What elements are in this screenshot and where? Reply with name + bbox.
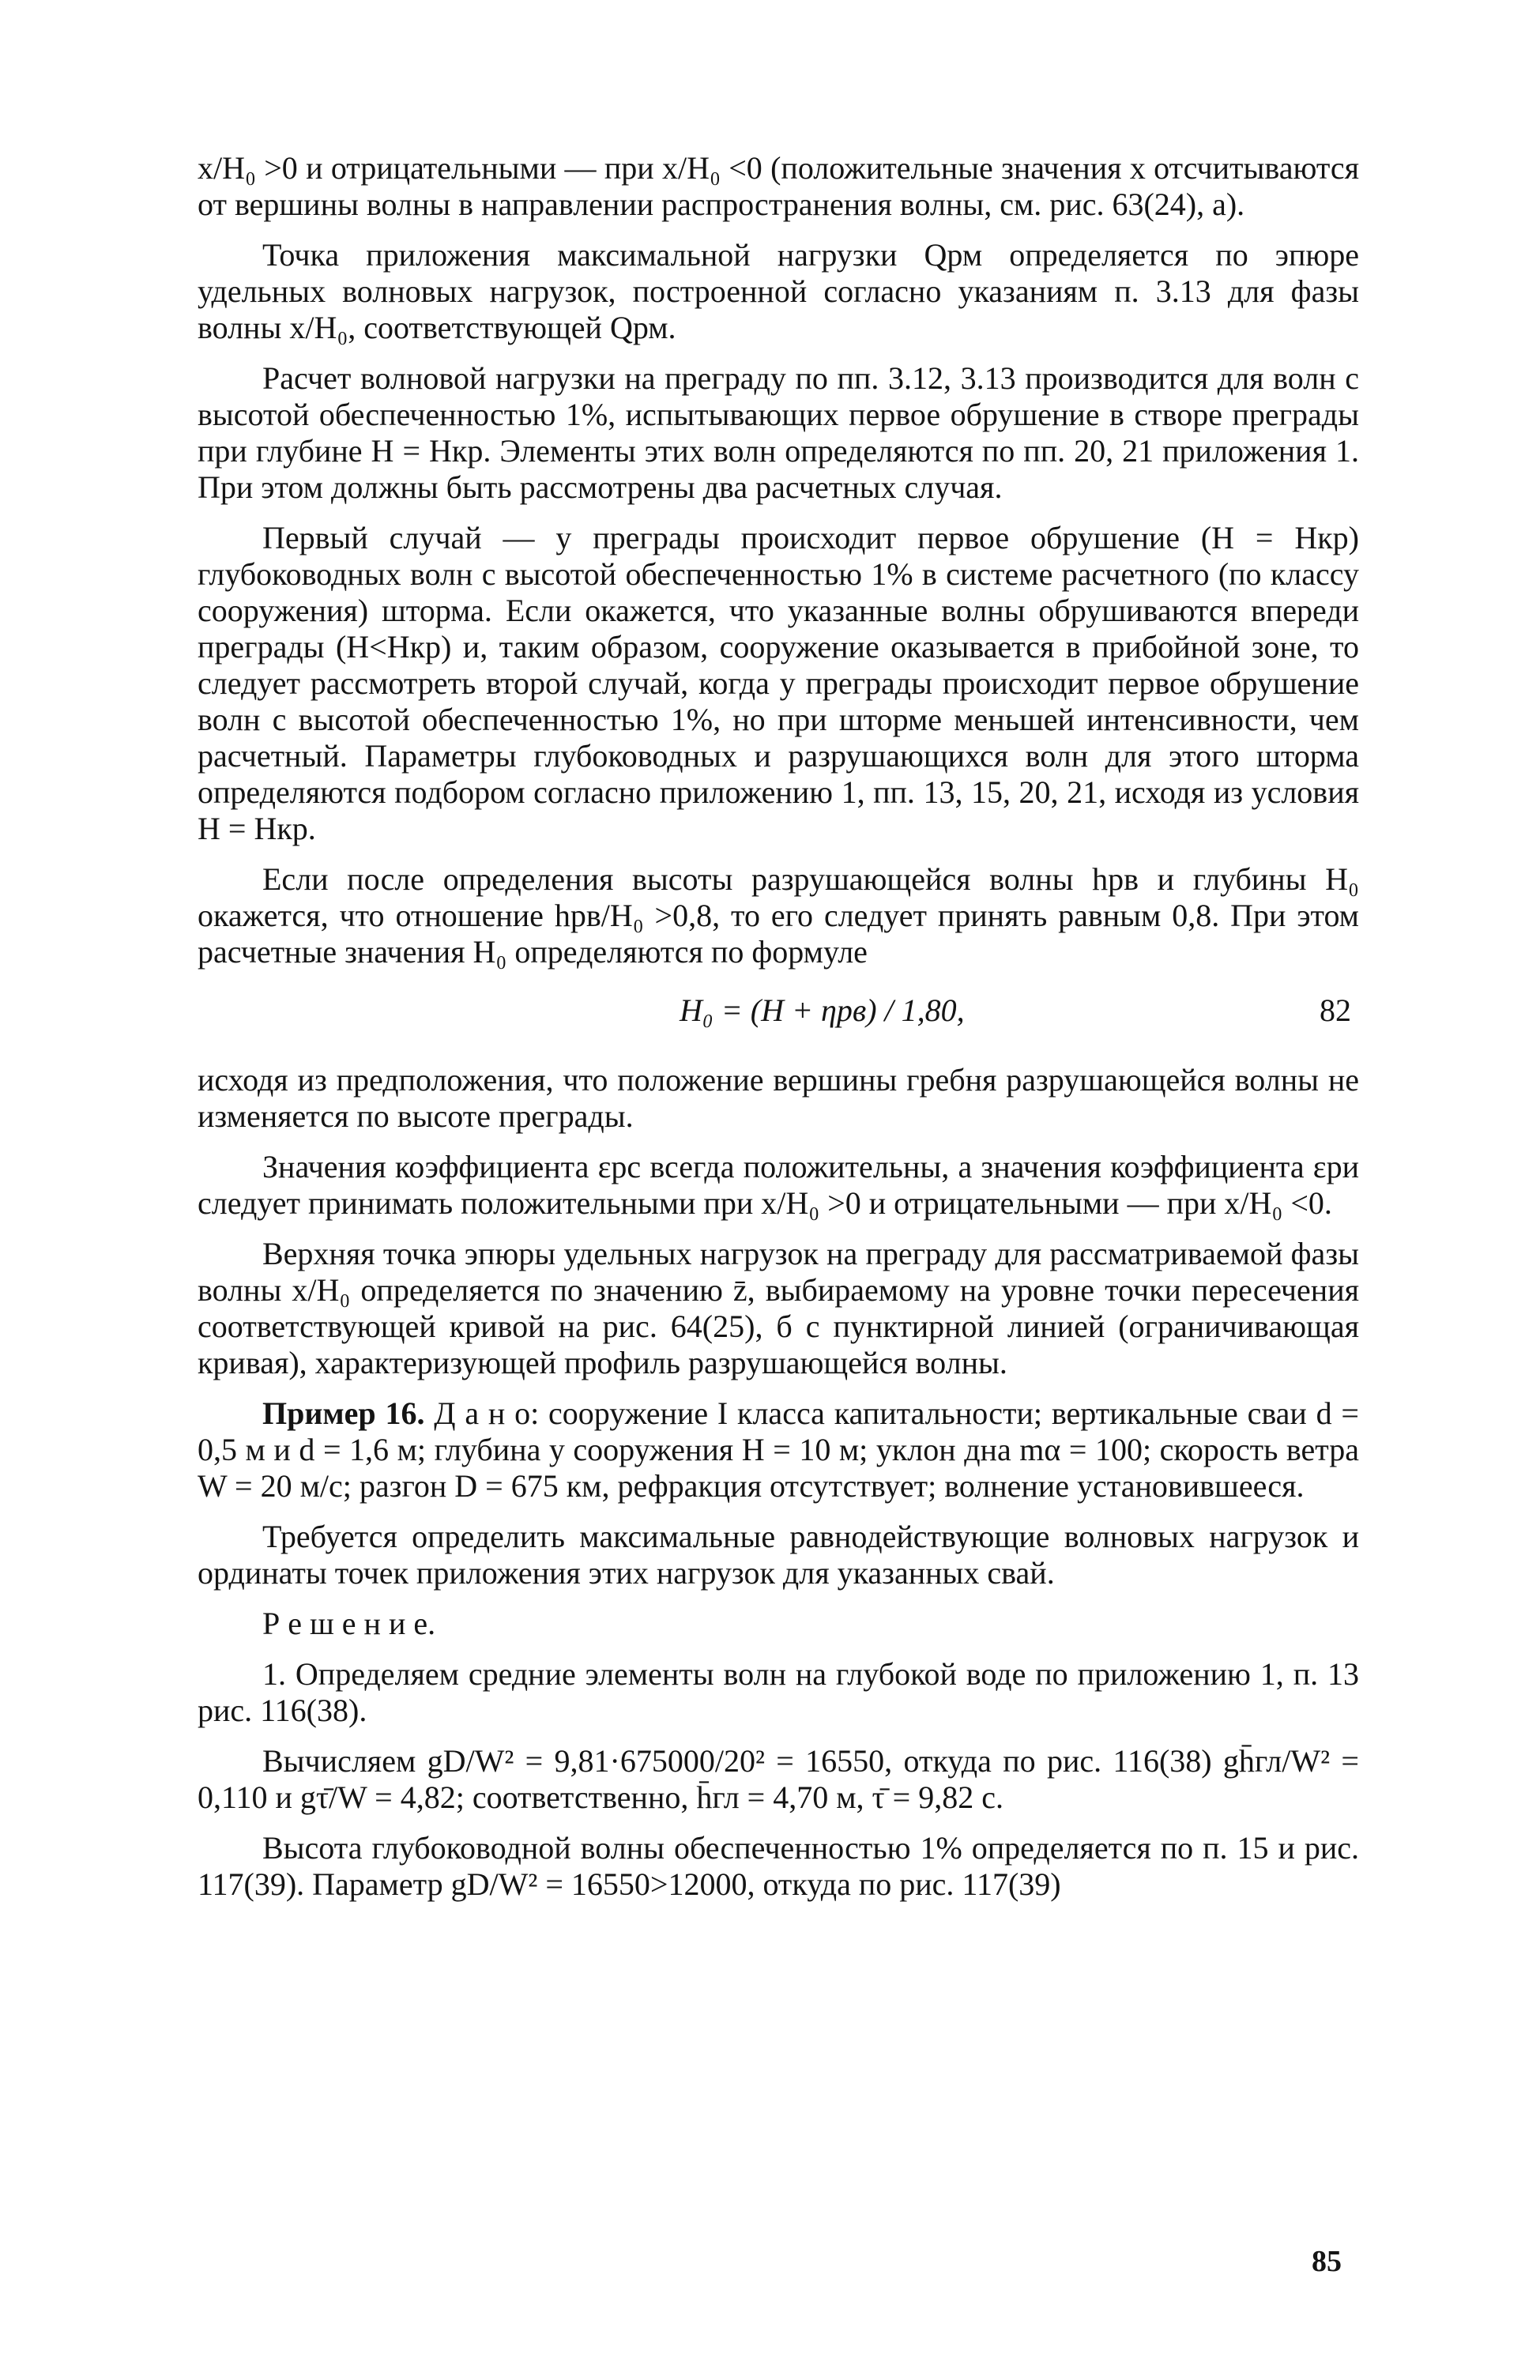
example-text: Д а н о: сооружение I класса капитальности; вертикальные сваи d = 0,5 м и d = 1,6 м; глубина у сооружения H = 10 м; уклон дна mα = 100; скорость ветра W = 20 м/с; разгон D = 675 км, рефракция отсутствует; волнение установившееся. <box>198 1395 1359 1504</box>
paragraph: Точка приложения максимальной нагрузки Qрм определяется по эпюре удельных волновых нагрузок, построенной согласно указаниям п. 3.13 для фазы волны x/H₀, соответствующей Qрм. <box>198 237 1359 345</box>
paragraph: Требуется определить максимальные равнодействующие волновых нагрузок и ординаты точек приложения этих нагрузок для указанных свай. <box>198 1519 1359 1591</box>
paragraph: Расчет волновой нагрузки на преграду по пп. 3.12, 3.13 производится для волн с высотой обеспеченностью 1%, испытывающих первое обрушение в створе преграды при глубине H = Hкр. Элементы этих волн определяются по пп. 20, 21 приложения 1. При этом должны быть рассмотрены два расчетных случая. <box>198 360 1359 505</box>
paragraph: Значения коэффициента εрс всегда положительны, а значения коэффициента εри следует принимать положительными при x/H₀ >0 и отрицательными — при x/H₀ <0. <box>198 1149 1359 1221</box>
paragraph: Первый случай — у преграды происходит первое обрушение (H = Hкр) глубоководных волн с высотой обеспеченностью 1% в системе расчетного (по классу сооружения) шторма. Если окажется, что указанные волны обрушиваются впереди преграды (H<Hкр) и, таким образом, сооружение оказывается в прибойной зоне, то следует рассмотреть второй случай, когда у преграды происходит первое обрушение волн с высотой обеспеченностью 1%, но при шторме меньшей интенсивности, чем расчетный. Параметры глубоководных и разрушающихся волн для этого шторма определяются подбором согласно приложению 1, пп. 13, 15, 20, 21, исходя из условия H = Hкр. <box>198 520 1359 846</box>
example-paragraph <box>198 1395 1359 1504</box>
paragraph: Высота глубоководной волны обеспеченностью 1% определяется по п. 15 и рис. 117(39). Параметр gD/W² = 16550>12000, откуда по рис. 117(39) <box>198 1830 1359 1902</box>
formula-82 <box>198 975 1359 1051</box>
paragraph: Вычисляем gD/W² = 9,81·675000/20² = 16550, откуда по рис. 116(38) gh̄гл/W² = 0,110 и gτ̄/W = 4,82; соответственно, h̄гл = 4,70 м, τ̄ = 9,82 с. <box>198 1743 1359 1815</box>
formula-expression: H₀ = (H + ηрв) / 1,80, <box>680 992 965 1028</box>
formula-number: 82 <box>1320 992 1351 1028</box>
paragraph: исходя из предположения, что положение вершины гребня разрушающейся волны не изменяется по высоте преграды. <box>198 1062 1359 1134</box>
paragraph: Если после определения высоты разрушающейся волны hрв и глубины H₀ окажется, что отношение hрв/H₀ >0,8, то его следует принять равным 0,8. При этом расчетные значения H₀ определяются по формуле <box>198 861 1359 970</box>
paragraph: x/H₀ >0 и отрицательными — при x/H₀ <0 (положительные значения x отсчитываются от вершины волны в направлении распространения волны, см. рис. 63(24), а). <box>198 150 1359 222</box>
paragraph: 1. Определяем средние элементы волн на глубокой воде по приложению 1, п. 13 рис. 116(38). <box>198 1656 1359 1728</box>
example-label: Пример 16. <box>262 1395 425 1431</box>
paragraph: Верхняя точка эпюры удельных нагрузок на преграду для рассматриваемой фазы волны x/H₀ определяется по значению z̄, выбираемому на уровне точки пересечения соответствующей кривой на рис. 64(25), б с пунктирной линией (ограничивающая кривая), характеризующей профиль разрушающейся волны. <box>198 1236 1359 1380</box>
body-text <box>198 150 1359 1917</box>
paragraph: Р е ш е н и е. <box>262 1606 436 1641</box>
page-number: 85 <box>1312 2245 1342 2278</box>
